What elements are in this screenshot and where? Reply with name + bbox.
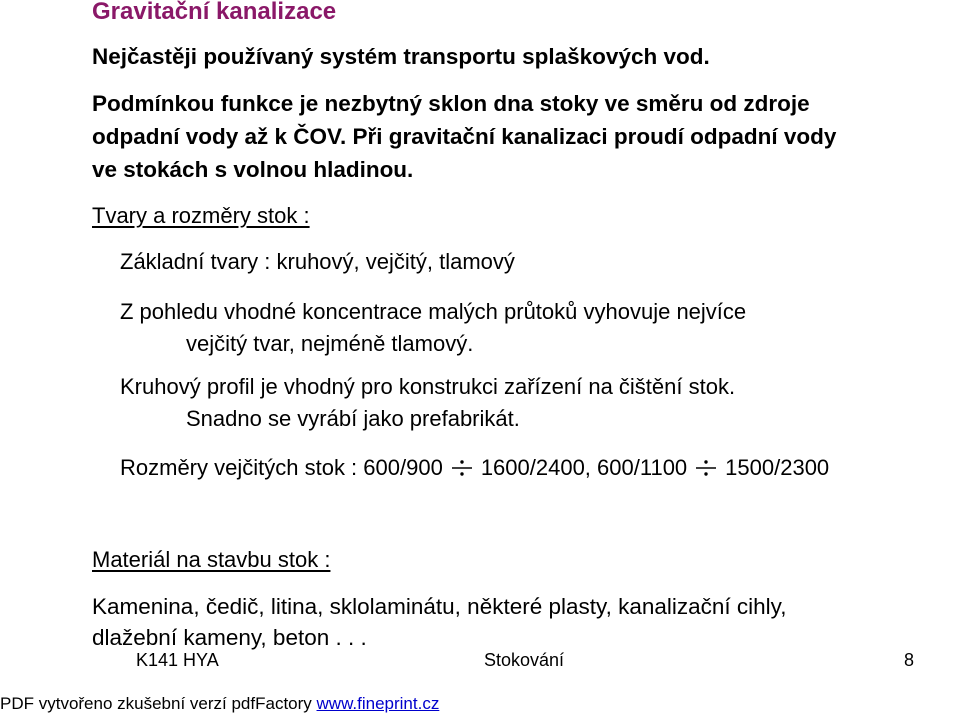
concentration-line-1: Z pohledu vhodné koncentrace malých průtoků vyhovuje nejvíce	[120, 299, 747, 324]
dimensions-mid: 1600/2400, 600/1100	[480, 455, 688, 480]
footer-topic: Stokování	[484, 650, 565, 670]
dimensions-end: 1500/2300	[725, 455, 830, 480]
gravity-condition-paragraph	[92, 87, 960, 186]
materials-line-2: dlažební kameny, beton . . .	[92, 625, 367, 650]
division-sign-icon	[449, 458, 475, 478]
circular-profile-line-1: Kruhový profil je vhodný pro konstrukci zařízení na čištění stok.	[120, 374, 736, 399]
materials-line-1: Kamenina, čedič, litina, sklolaminátu, některé plasty, kanalizační cihly,	[92, 594, 787, 619]
paragraph-line-2: odpadní vody až k ČOV. Při gravitační kanalizaci proudí odpadní vody	[92, 124, 837, 149]
material-heading: Materiál na stavbu stok :	[92, 547, 331, 572]
circular-profile-line-2: Snadno se vyrábí jako prefabrikát.	[186, 406, 520, 431]
footer-course-code: K141 HYA	[136, 650, 219, 670]
dimensions-line	[120, 451, 829, 484]
dimensions-prefix: Rozměry vejčitých stok : 600/900	[120, 455, 443, 480]
pdf-notice-text: PDF vytvořeno zkušební verzí pdfFactory	[0, 694, 317, 713]
paragraph-line-1: Podmínkou funkce je nezbytný sklon dna stoky ve směru od zdroje	[92, 91, 810, 116]
division-sign-icon	[693, 458, 719, 478]
shapes-heading: Tvary a rozměry stok :	[92, 203, 310, 228]
page-title: Gravitační kanalizace	[92, 0, 337, 25]
intro-line: Nejčastěji používaný systém transportu splaškových vod.	[92, 44, 710, 69]
concentration-line-2: vejčitý tvar, nejméně tlamový.	[186, 331, 474, 356]
pdf-notice	[0, 694, 439, 714]
fineprint-link[interactable]: www.fineprint.cz	[316, 694, 440, 713]
page-number: 8	[904, 650, 915, 670]
paragraph-line-3: ve stokách s volnou hladinou.	[92, 157, 414, 182]
basic-shapes-line: Základní tvary : kruhový, vejčitý, tlamový	[120, 249, 515, 274]
